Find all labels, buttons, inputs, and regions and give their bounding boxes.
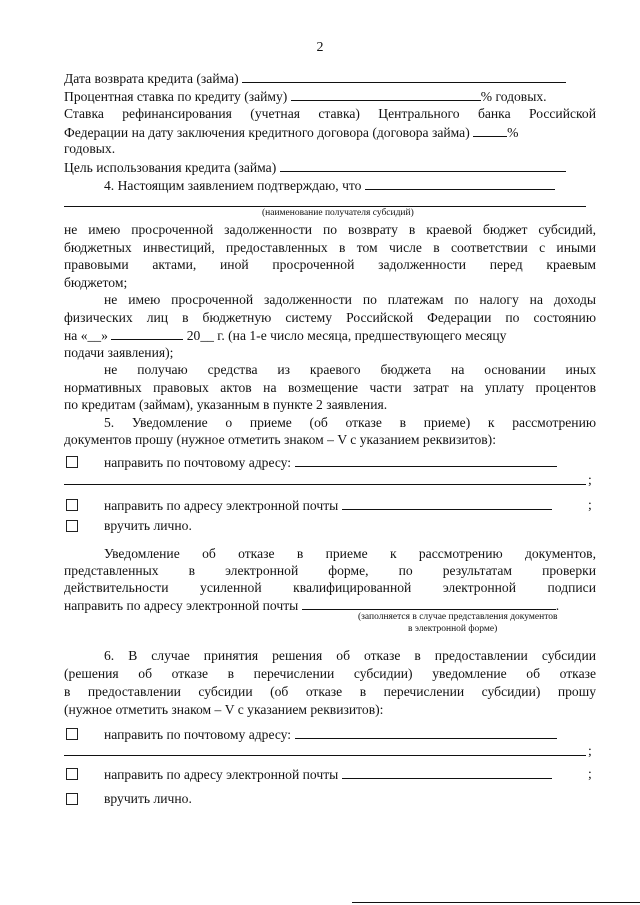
s4-p2-line-2: физических лиц в бюджетную систему Российской Федерации по состоянию <box>64 310 596 325</box>
s5-refusal-period: . <box>555 598 560 613</box>
s5-post-label: направить по почтовому адресу: <box>104 455 292 470</box>
loan-return-date-field[interactable] <box>242 70 566 83</box>
s4-p2-line-3 <box>64 327 596 344</box>
refinancing-label: Федерации на дату заключения кредитного договора (договора займа) <box>64 125 470 140</box>
s6-post-field-2[interactable] <box>64 755 586 756</box>
s6-email-checkbox[interactable] <box>66 768 78 780</box>
date-tail: 20__ г. (на 1-е число месяца, предшествующего месяцу <box>186 328 507 343</box>
recipient-name-field-2[interactable] <box>64 206 586 207</box>
s6-line-2: (решения об отказе в перечислении субсидии) уведомление об отказе <box>64 666 596 681</box>
s5-email-semicolon: ; <box>588 497 592 512</box>
refinancing-suffix: % <box>507 125 519 140</box>
s5-post-field-1[interactable] <box>295 454 557 467</box>
date-day: на «__» <box>64 328 108 343</box>
recipient-caption: (наименование получателя субсидий) <box>262 208 414 218</box>
s4-p2-line-4: подачи заявления); <box>64 345 174 360</box>
loan-return-date-label: Дата возврата кредита (займа) <box>64 71 239 86</box>
s5-note-line-1: (заполняется в случае представления документов <box>358 612 558 622</box>
s5-note-line-2: в электронной форме) <box>408 624 498 634</box>
s5-email-checkbox[interactable] <box>66 499 78 511</box>
s6-email-row <box>104 766 594 783</box>
s4-p3-line-2: нормативных правовых актов на возмещение части затрат на уплату процентов <box>64 380 596 395</box>
s5-line-1: 5. Уведомление о приеме (об отказе в приеме) к рассмотрению <box>104 415 596 430</box>
s6-email-semicolon: ; <box>588 766 592 781</box>
s6-personal-label: вручить лично. <box>104 791 192 806</box>
s5-email-row <box>104 497 594 514</box>
s5-refusal-line-2: представленных в электронной форме, по результатам проверки <box>64 563 596 578</box>
s5-personal-label: вручить лично. <box>104 518 192 533</box>
s5-email-field[interactable] <box>342 497 552 510</box>
loan-purpose-label: Цель использования кредита (займа) <box>64 160 277 175</box>
s4-p1-line-4: бюджетом; <box>64 275 128 290</box>
refinancing-row <box>64 124 596 141</box>
s5-refusal-label: направить по адресу электронной почты <box>64 598 299 613</box>
s6-email-label: направить по адресу электронной почты <box>104 767 339 782</box>
s6-line-3: в предоставлении субсидии (об отказе в перечислении субсидии) прошу <box>64 684 596 699</box>
s6-post-checkbox[interactable] <box>66 728 78 740</box>
page-number: 2 <box>316 40 324 55</box>
s5-personal-checkbox[interactable] <box>66 520 78 532</box>
recipient-name-field-1[interactable] <box>365 177 555 190</box>
s5-post-field-2[interactable] <box>64 484 586 485</box>
s4-p1-line-1: не имею просроченной задолженности по возврату в краевой бюджет субсидий, <box>64 222 596 237</box>
s6-post-label: направить по почтовому адресу: <box>104 727 292 742</box>
interest-rate-suffix: % годовых. <box>480 89 547 104</box>
s6-line-1: 6. В случае принятия решения об отказе в предоставлении субсидии <box>104 648 596 663</box>
s6-line-4: (нужное отметить знаком – V с указанием реквизитов): <box>64 702 384 717</box>
s5-refusal-line-1: Уведомление об отказе в приеме к рассмотрению документов, <box>104 546 596 561</box>
s5-email-label: направить по адресу электронной почты <box>104 498 339 513</box>
s5-refusal-email-field[interactable] <box>302 597 556 610</box>
interest-rate-row <box>64 88 596 105</box>
s4-p1-line-2: бюджетных инвестиций, предоставленных в том числе в соответствии с иными <box>64 240 596 255</box>
s4-p2-line-1: не имею просроченной задолженности по платежам по налогу на доходы <box>104 292 596 307</box>
s6-post-semicolon: ; <box>588 743 592 758</box>
s6-post-row <box>104 726 594 743</box>
date-month-field[interactable] <box>111 327 183 340</box>
section4-intro: 4. Настоящим заявлением подтверждаю, что <box>104 178 362 193</box>
s5-post-semicolon: ; <box>588 472 592 487</box>
s4-p3-line-1: не получаю средства из краевого бюджета на основании иных <box>104 362 596 377</box>
loan-purpose-field[interactable] <box>280 159 566 172</box>
s6-post-field-1[interactable] <box>295 726 557 739</box>
interest-rate-field[interactable] <box>291 88 481 101</box>
bottom-rule <box>352 902 640 903</box>
s5-refusal-line-3: действительности усиленной квалифицированной электронной подписи <box>64 580 596 595</box>
refinancing-rate-field[interactable] <box>473 124 507 137</box>
s4-p3-line-3: по кредитам (займам), указанным в пункте 2 заявления. <box>64 397 388 412</box>
loan-purpose-row <box>64 159 596 176</box>
s4-p1-line-3: правовыми актами, иной просроченной задолженности перед краевым <box>64 257 596 272</box>
interest-rate-label: Процентная ставка по кредиту (займу) <box>64 89 288 104</box>
loan-return-date-row <box>64 70 596 87</box>
section4-intro-row <box>64 177 596 194</box>
refinancing-line-1: Ставка рефинансирования (учетная ставка) Центрального банка Российской <box>64 106 596 121</box>
s6-personal-checkbox[interactable] <box>66 793 78 805</box>
s5-post-row <box>104 454 594 471</box>
s5-post-checkbox[interactable] <box>66 456 78 468</box>
s6-email-field[interactable] <box>342 766 552 779</box>
refinancing-line-3: годовых. <box>64 141 116 156</box>
s5-line-2: документов прошу (нужное отметить знаком – V с указанием реквизитов): <box>64 432 496 447</box>
